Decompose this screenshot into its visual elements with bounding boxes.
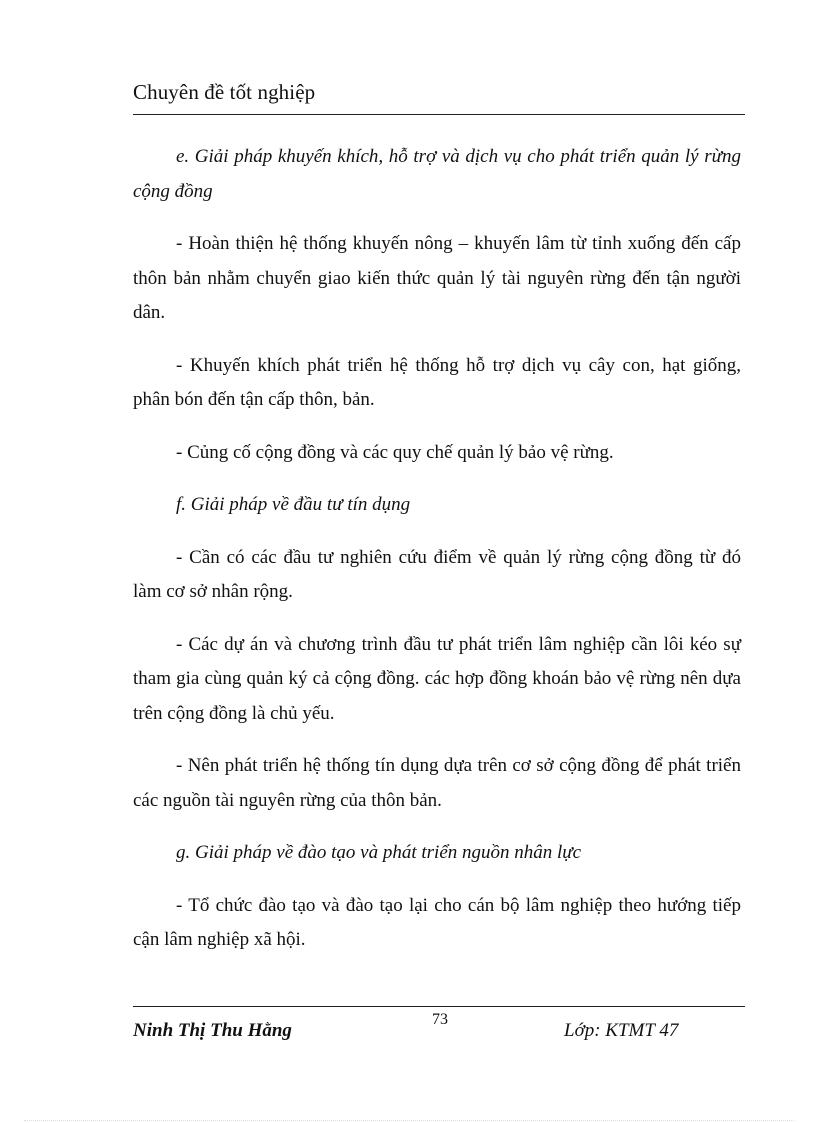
page-bottom-border xyxy=(24,1120,794,1121)
page-header-title: Chuyên đề tốt nghiệp xyxy=(133,80,316,104)
paragraph: - Cần có các đầu tư nghiên cứu điểm về quản lý rừng cộng đồng từ đó làm cơ sở nhân rộng. xyxy=(133,546,741,602)
section-heading-e: e. Giải pháp khuyến khích, hỗ trợ và dịch vụ cho phát triển quản lý rừng cộng đồng xyxy=(133,146,741,202)
paragraph: - Khuyến khích phát triển hệ thống hỗ trợ dịch vụ cây con, hạt giống, phân bón đến tận cấp thôn, bản. xyxy=(133,354,741,410)
footer-author: Ninh Thị Thu Hằng xyxy=(133,1020,292,1041)
page-number: 73 xyxy=(432,1011,448,1028)
paragraph: - Các dự án và chương trình đầu tư phát triển lâm nghiệp cần lôi kéo sự tham gia cùng quản ký cả cộng đồng. các hợp đồng khoán bảo vệ rừng nên dựa trên cộng đồng là chủ yếu. xyxy=(133,633,741,724)
paragraph: - Hoàn thiện hệ thống khuyến nông – khuyến lâm từ tỉnh xuống đến cấp thôn bản nhằm chuyển giao kiến thức quản lý tài nguyên rừng đến tận người dân. xyxy=(133,233,741,323)
paragraph: - Nên phát triển hệ thống tín dụng dựa trên cơ sở cộng đồng để phát triển các nguồn tài nguyên rừng của thôn bản. xyxy=(133,755,741,811)
page-body xyxy=(133,140,741,976)
header-divider xyxy=(133,114,745,115)
section-heading-f: f. Giải pháp về đầu tư tín dụng xyxy=(176,494,411,515)
section-heading-g: g. Giải pháp về đào tạo và phát triển nguồn nhân lực xyxy=(176,842,582,863)
footer-class-label: Lớp: KTMT 47 xyxy=(564,1020,679,1041)
paragraph: - Củng cố cộng đồng và các quy chế quản lý bảo vệ rừng. xyxy=(176,441,614,463)
footer-divider xyxy=(133,1006,745,1007)
paragraph: - Tổ chức đào tạo và đào tạo lại cho cán bộ lâm nghiệp theo hướng tiếp cận lâm nghiệp xã hội. xyxy=(133,894,741,950)
